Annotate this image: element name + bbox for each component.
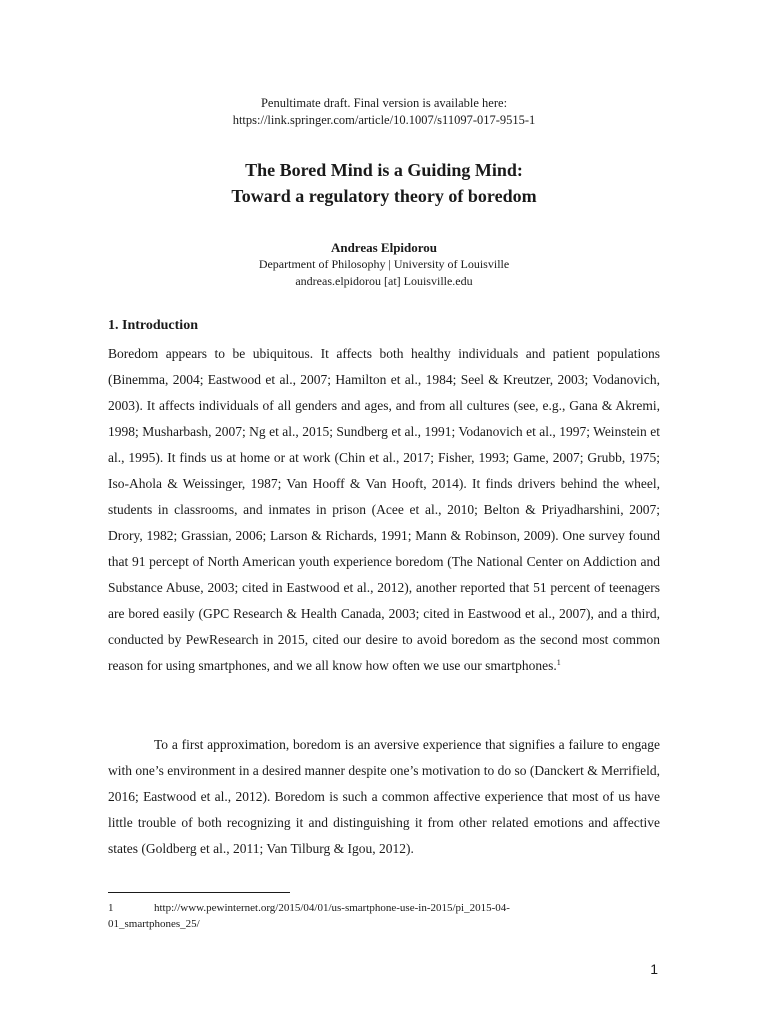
- page-number: 1: [650, 961, 658, 977]
- footnote: [108, 900, 568, 932]
- paper-title-line-2: Toward a regulatory theory of boredom: [231, 186, 537, 206]
- author-affiliation: Department of Philosophy | University of Louisville: [258, 257, 510, 271]
- paragraph-1: [108, 341, 660, 679]
- footnote-reference[interactable]: 1: [556, 658, 561, 667]
- author-name: [0, 239, 768, 257]
- footnote-link[interactable]: http://www.pewinternet.org/2015/04/01/us-smartphone-use-in-2015/pi_2015-04-01_smartphones_25/: [108, 902, 510, 930]
- paragraph-2: To a first approximation, boredom is an aversive experience that signifies a failure to engage with one’s environment in a desired manner despite one’s motivation to do so (Danckert & Merrifield, 2016; Eastwood et al., 2012). Boredom is such a common affective experience that most of us have little trouble of both recognizing it and distinguishing it from other related emotions and affective states (Goldberg et al., 2011; Van Tilburg & Igou, 2012).: [108, 737, 660, 856]
- draft-url-link[interactable]: https://link.springer.com/article/10.1007/s11097-017-9515-1: [232, 113, 536, 127]
- draft-note: Penultimate draft. Final version is available here:: [260, 96, 508, 110]
- footnote-divider: [108, 892, 290, 893]
- paper-title-line-1: The Bored Mind is a Guiding Mind:: [245, 160, 523, 180]
- paragraph-1-text: Boredom appears to be ubiquitous. It affects both healthy individuals and patient populations (Binemma, 2004; Eastwood et al., 2007; Hamilton et al., 1984; Seel & Kreutzer, 2003; Vodanovich, 2003). It affects individuals of all genders and ages, and from all cultures (see, e.g., Gana & Akremi, 1998; Musharbash, 2007; Ng et al., 2015; Sundberg et al., 1991; Vodanovich et al., 1997; Weinstein et al., 1995). It finds us at home or at work (Chin et al., 2017; Fisher, 1993; Game, 2007; Grubb, 1975; Iso-Ahola & Weissinger, 1987; Van Hooff & Van Hooft, 2014). It finds drivers behind the wheel, students in classrooms, and inmates in prison (Acee et al., 2010; Belton & Priyadharshini, 2007; Drory, 1982; Grassian, 2006; Larson & Richards, 1991; Mann & Robinson, 2009). One survey found that 91 percept of North American youth experience boredom (The National Center on Addiction and Substance Abuse, 2003; cited in Eastwood et al., 2012), another reported that 51 percent of teenagers are bored easily (GPC Research & Health Canada, 2003; cited in Eastwood et al., 2007), and a third, conducted by PewResearch in 2015, cited our desire to avoid boredom as the second most common reason for using smartphones, and we all know how often we use our smartphones.: [108, 346, 660, 673]
- author-name-text: Andreas Elpidorou: [330, 240, 438, 255]
- section-heading: 1. Introduction: [108, 318, 198, 333]
- author-email: andreas.elpidorou [at] Louisville.edu: [295, 274, 473, 288]
- footnote-marker: 1: [108, 902, 114, 914]
